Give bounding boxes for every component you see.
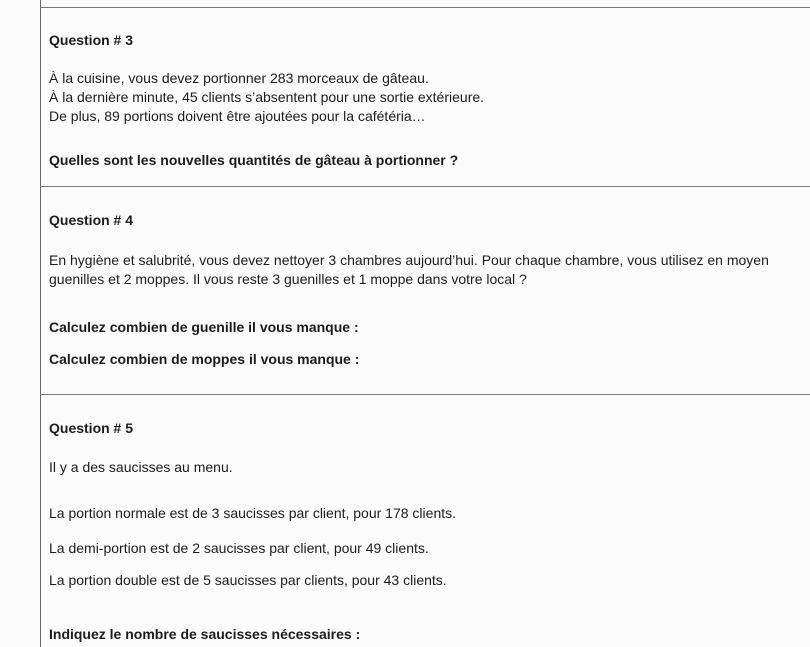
question-5-title: Question # 5 — [49, 420, 134, 436]
question-4-title: Question # 4 — [49, 212, 134, 228]
left-table-border — [40, 0, 41, 647]
question-3-line-2: À la dernière minute, 45 clients s’absentent pour une sortie extérieure. — [49, 89, 485, 105]
question-5-prompt: Indiquez le nombre de saucisses nécessaires : — [49, 626, 361, 642]
question-4-prompt-moppes: Calculez combien de moppes il vous manque : — [49, 351, 360, 367]
row-divider-q5 — [40, 394, 810, 395]
question-4-line-1: En hygiène et salubrité, vous devez nettoyer 3 chambres aujourd’hui. Pour chaque chambre, vous utilisez en moyen — [49, 252, 769, 268]
question-4-line-2: guenilles et 2 moppes. Il vous reste 3 guenilles et 1 moppe dans votre local ? — [49, 271, 527, 287]
question-4-prompt-guenilles: Calculez combien de guenille il vous manque : — [49, 319, 359, 335]
row-divider-top — [40, 7, 810, 8]
row-divider-q4 — [40, 186, 810, 187]
question-3-line-1: À la cuisine, vous devez portionner 283 morceaux de gâteau. — [49, 70, 429, 86]
question-5-line-1: La portion normale est de 3 saucisses par client, pour 178 clients. — [49, 505, 457, 521]
question-3-title: Question # 3 — [49, 32, 134, 48]
question-5-line-3: La portion double est de 5 saucisses par clients, pour 43 clients. — [49, 572, 447, 588]
question-3-prompt: Quelles sont les nouvelles quantités de gâteau à portionner ? — [49, 152, 459, 168]
question-3-line-3: De plus, 89 portions doivent être ajoutées pour la cafétéria… — [49, 108, 426, 124]
question-5-line-2: La demi-portion est de 2 saucisses par client, pour 49 clients. — [49, 540, 429, 556]
question-5-intro: Il y a des saucisses au menu. — [49, 459, 233, 475]
